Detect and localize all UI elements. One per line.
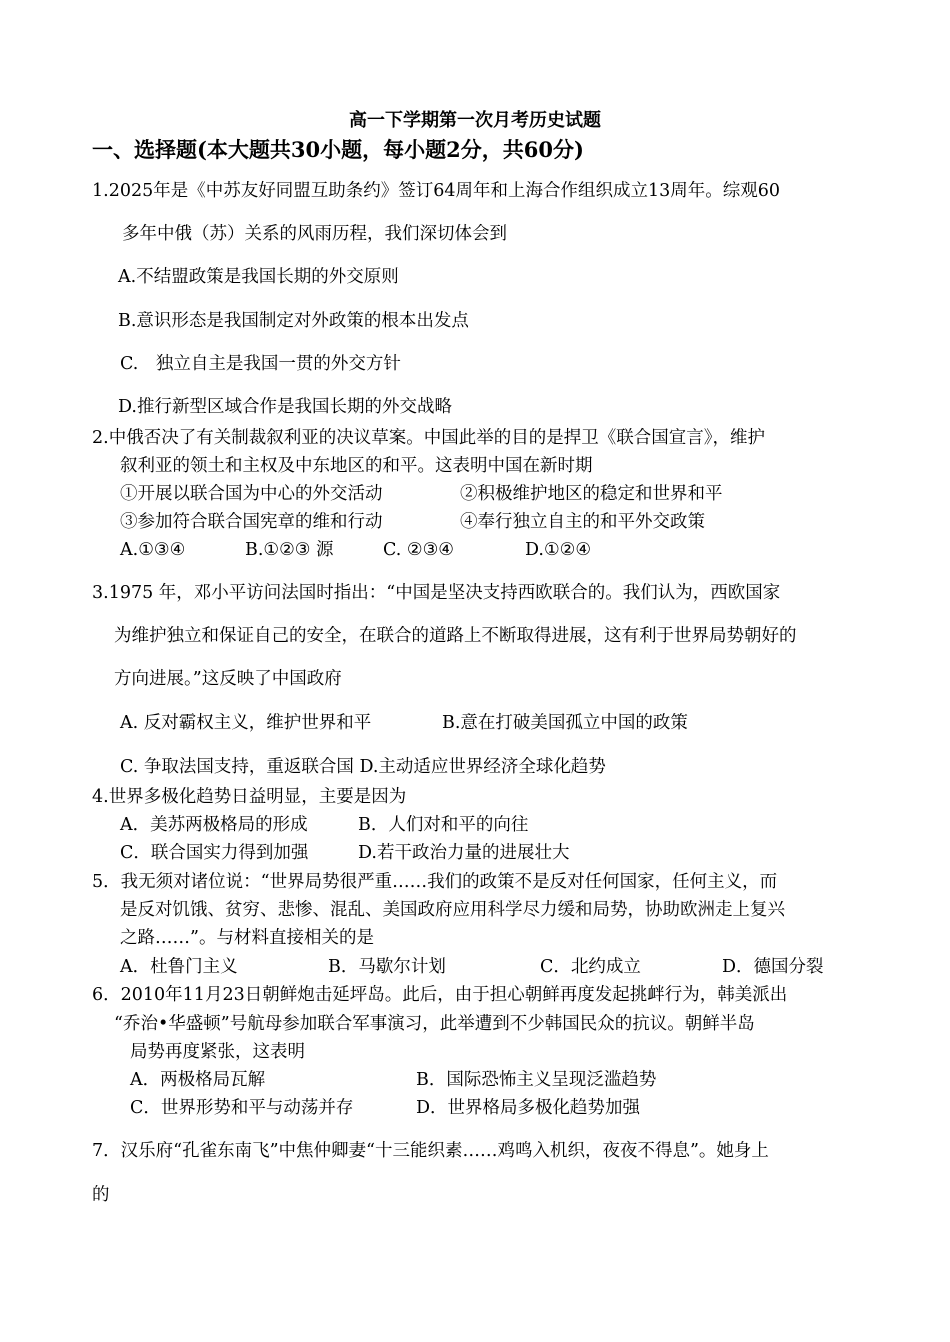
- q3-options-row-1: [120, 712, 860, 734]
- q2-option-d: D.①②④: [525, 540, 592, 560]
- q5-option-a: A．杜鲁门主义: [120, 957, 238, 977]
- q2-stem-line-1: 2.中俄否决了有关制裁叙利亚的决议草案。中国此举的目的是捍卫《联合国宣言》，维护: [92, 428, 765, 448]
- q5-option-b: B．马歇尔计划: [328, 957, 446, 977]
- q6-stem-line-1: 6．2010年11月23日朝鲜炮击延坪岛。此后，由于担心朝鲜再度发起挑衅行为，韩美派出: [92, 985, 788, 1005]
- q5-stem-line-2: 是反对饥饿、贫穷、悲惨、混乱、美国政府应用科学尽力缓和局势，协助欧洲走上复兴: [120, 900, 785, 920]
- q6-options-row-2: [130, 1097, 860, 1119]
- q2-option-c: C. ②③④: [383, 540, 454, 560]
- q1-stem-line-1: 1.2025年是《中苏友好同盟互助条约》签订64周年和上海合作组织成立13周年。综观60: [92, 181, 781, 201]
- q4-stem: 4.世界多极化趋势日益明显，主要是因为: [92, 787, 407, 807]
- q2-options: [120, 539, 860, 561]
- q5-options: [120, 956, 860, 978]
- q1-option-b: B.意识形态是我国制定对外政策的根本出发点: [118, 311, 469, 331]
- q7-stem-line-2: 的: [92, 1185, 110, 1205]
- q5-option-c: C．北约成立: [540, 957, 641, 977]
- q2-option-a: A.①③④: [120, 540, 186, 560]
- q4-options-row-2: [120, 842, 860, 864]
- q5-stem-line-3: 之路……”。与材料直接相关的是: [120, 928, 374, 948]
- q3-stem-line-1: 3.1975 年，邓小平访问法国时指出：“中国是坚决支持西欧联合的。我们认为，西欧国家: [92, 583, 781, 603]
- q4-option-b: B．人们对和平的向往: [358, 815, 529, 835]
- q6-options-row-1: [130, 1069, 860, 1091]
- q1-option-c: C. 独立自主是我国一贯的外交方针: [120, 354, 401, 374]
- q2-statement-2: ②积极维护地区的稳定和世界和平: [460, 484, 723, 504]
- q2-statement-1: ①开展以联合国为中心的外交活动: [120, 484, 383, 504]
- q2-statement-4: ④奉行独立自主的和平外交政策: [460, 512, 705, 532]
- q3-options-row-2: C. 争取法国支持，重返联合国 D.主动适应世界经济全球化趋势: [120, 757, 606, 777]
- q1-option-a: A.不结盟政策是我国长期的外交原则: [118, 267, 399, 287]
- q2-stem-line-2: 叙利亚的领土和主权及中东地区的和平。这表明中国在新时期: [120, 456, 593, 476]
- q7-stem-line-1: 7．汉乐府“孔雀东南飞”中焦仲卿妻“十三能织素……鸡鸣入机织，夜夜不得息”。她身上: [92, 1141, 769, 1161]
- q6-option-b: B．国际恐怖主义呈现泛滥趋势: [416, 1070, 657, 1090]
- q6-option-d: D．世界格局多极化趋势加强: [416, 1098, 641, 1118]
- q5-stem-line-1: 5．我无须对诸位说：“世界局势很严重……我们的政策不是反对任何国家，任何主义，而: [92, 872, 778, 892]
- q4-option-c: C．联合国实力得到加强: [120, 843, 309, 863]
- q2-statements-row-1: [120, 483, 860, 505]
- q5-option-d: D．德国分裂: [722, 957, 824, 977]
- q6-stem-line-3: 局势再度紧张，这表明: [130, 1042, 305, 1062]
- q2-statement-3: ③参加符合联合国宪章的维和行动: [120, 512, 383, 532]
- q4-option-d: D.若干政治力量的进展壮大: [358, 843, 570, 863]
- q6-option-a: A．两极格局瓦解: [130, 1070, 266, 1090]
- q4-options-row-1: [120, 814, 860, 836]
- q1-stem-line-2: 多年中俄（苏）关系的风雨历程，我们深切体会到: [122, 224, 507, 244]
- section-heading: 一、选择题(本大题共30小题，每小题2分，共60分): [92, 137, 584, 162]
- q3-stem-line-3: 方向进展。”这反映了中国政府: [114, 669, 342, 689]
- q2-statements-row-2: [120, 511, 860, 533]
- q4-option-a: A．美苏两极格局的形成: [120, 815, 308, 835]
- q2-option-b: B.①②③ 源: [245, 540, 334, 560]
- page-title: 高一下学期第一次月考历史试题: [349, 110, 601, 131]
- q6-stem-line-2: “乔治•华盛顿”号航母参加联合军事演习，此举遭到不少韩国民众的抗议。朝鲜半岛: [114, 1014, 755, 1034]
- q1-option-d: D.推行新型区域合作是我国长期的外交战略: [118, 397, 452, 417]
- q3-option-a: A. 反对霸权主义，维护世界和平: [120, 713, 372, 733]
- q3-stem-line-2: 为维护独立和保证自己的安全，在联合的道路上不断取得进展，这有利于世界局势朝好的: [114, 626, 797, 646]
- q3-option-b: B.意在打破美国孤立中国的政策: [442, 713, 688, 733]
- q6-option-c: C．世界形势和平与动荡并存: [130, 1098, 354, 1118]
